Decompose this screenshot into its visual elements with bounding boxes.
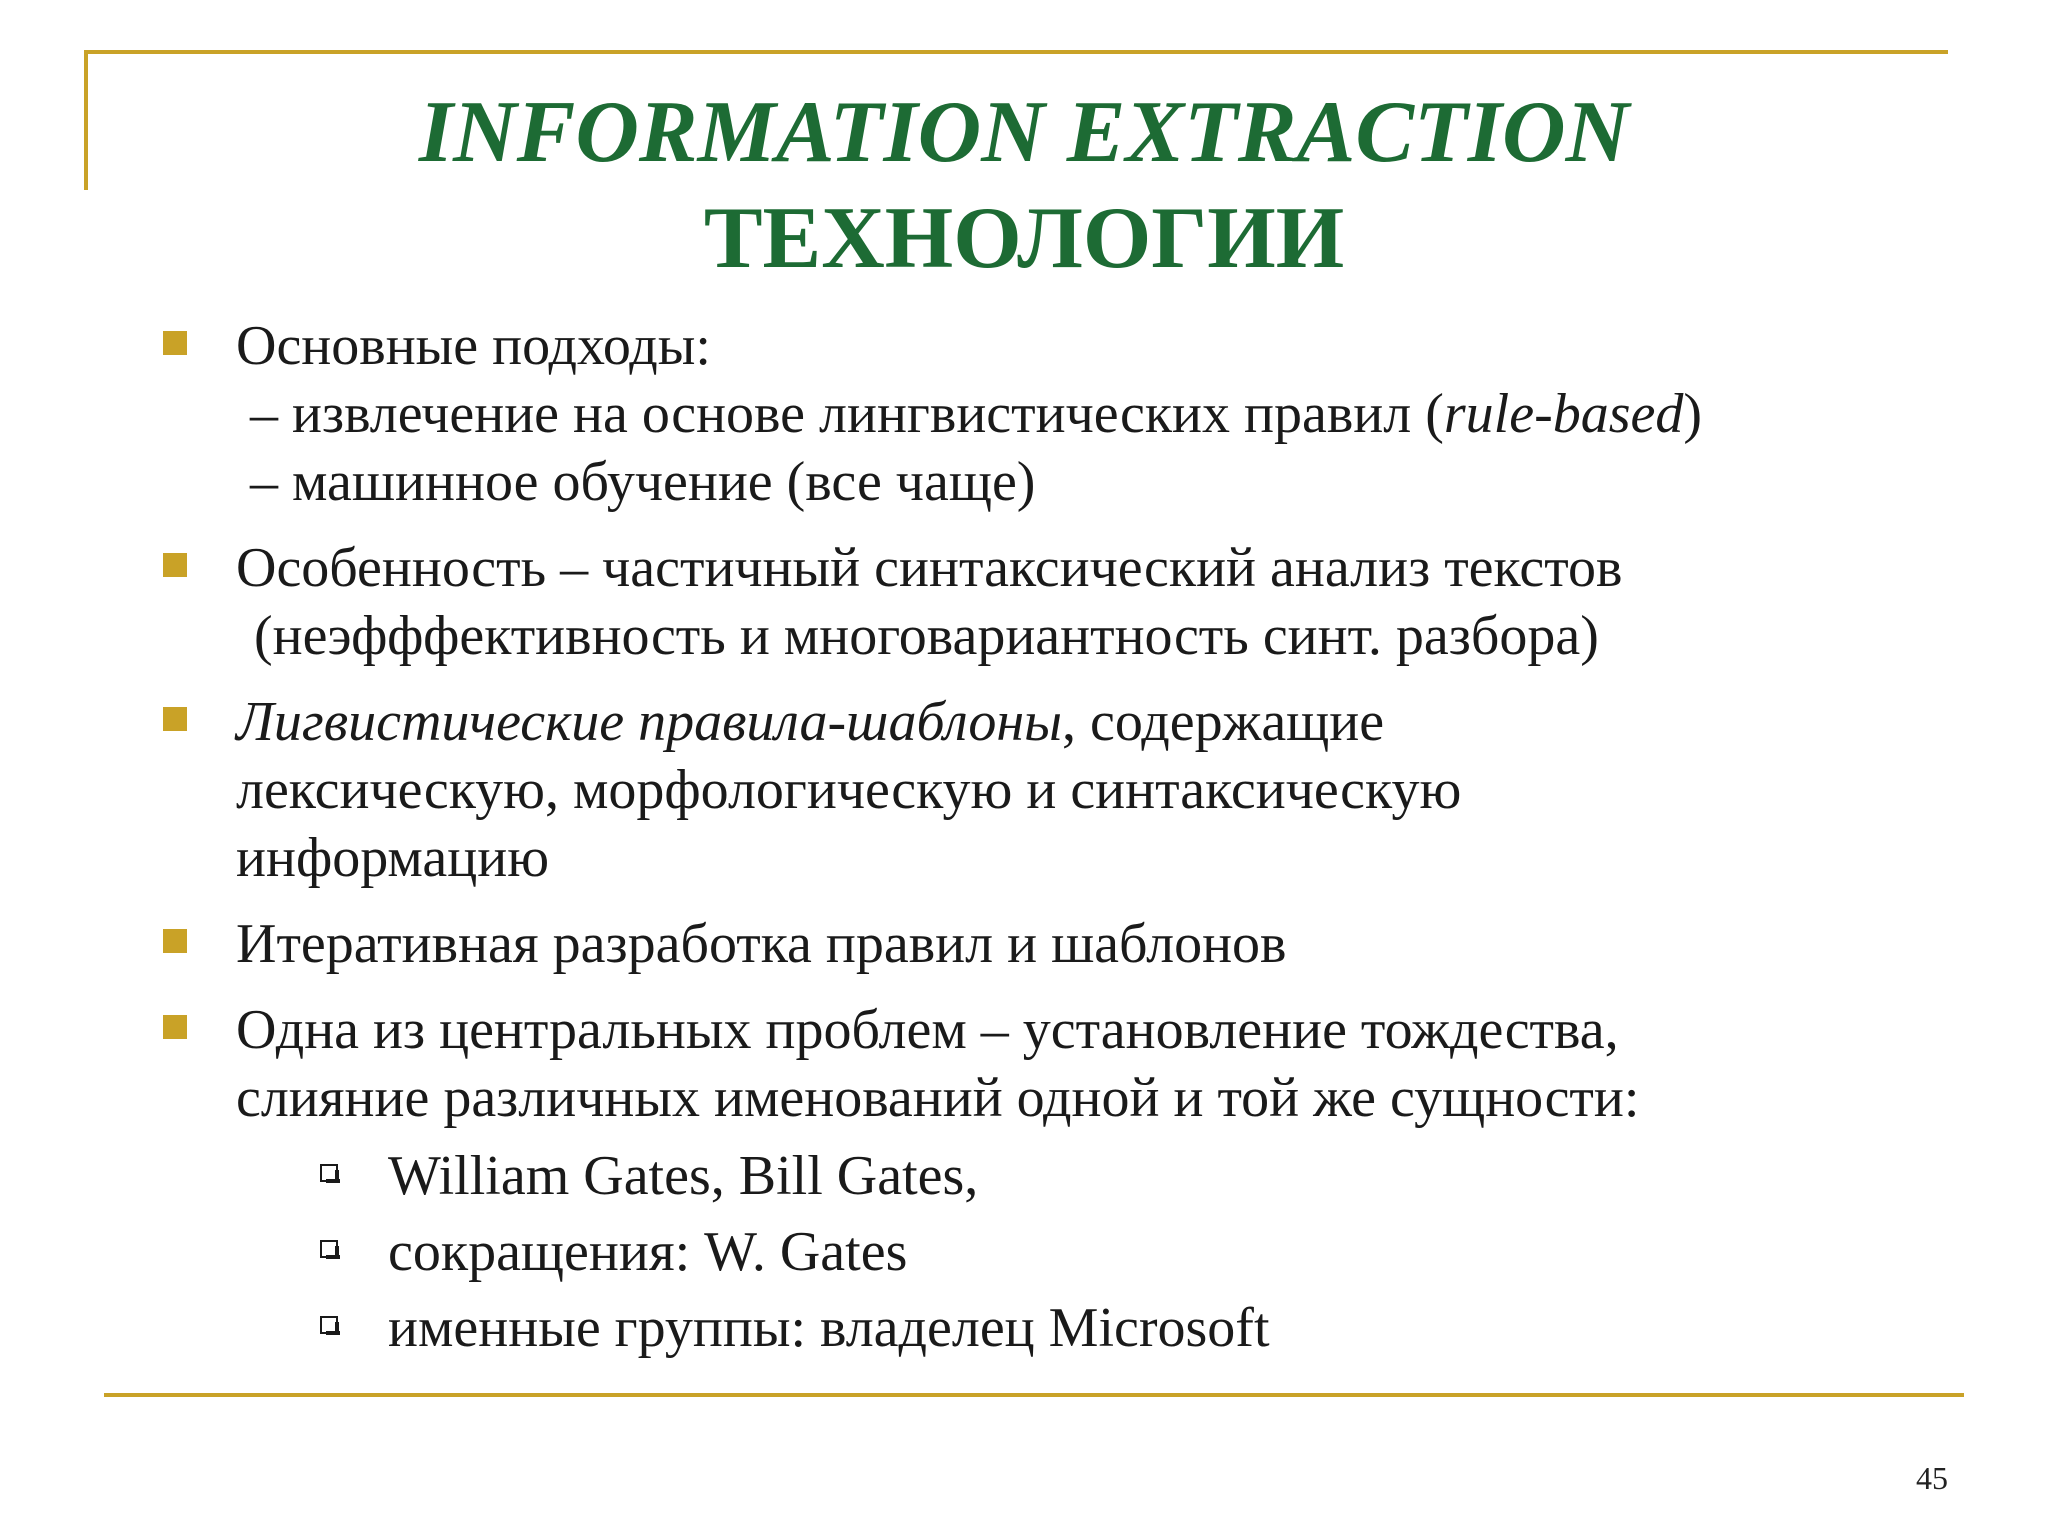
bullet-subline [236,380,1960,448]
bullet-text [236,688,1960,756]
bottom-rule [104,1393,1964,1397]
bullet-text-cont: информацию [236,827,550,889]
title-line-1: INFORMATION EXTRACTION [418,84,1630,181]
bullet-text-rest: , содержащие [1062,691,1385,753]
sub-bullet-list [236,1138,1960,1366]
top-rule [84,50,1948,54]
hollow-square-bullet-icon [320,1240,338,1258]
sub-bullet-text: именные группы: владелец Microsoft [388,1297,1270,1359]
subline-close: ) [1683,383,1703,445]
bullet-iterative [160,910,1960,978]
bullet-text: Итеративная разработка правил и шаблонов [236,913,1287,975]
square-bullet-icon [163,331,187,355]
title-line-2: ТЕХНОЛОГИИ [703,190,1345,287]
sub-bullet-item [236,1214,1960,1290]
sub-bullet-text: William Gates, Bill Gates, [388,1145,979,1207]
bullet-text: Одна из центральных проблем – установление тождества, [236,999,1619,1061]
bullet-list [160,312,1960,1384]
bullet-subline: – машинное обучение (все чаще) [250,451,1036,513]
sub-bullet-text: сокращения: W. Gates [388,1221,908,1283]
bullet-feature [160,534,1960,670]
page-number: 45 [1916,1460,1948,1496]
hollow-square-bullet-icon [320,1164,338,1182]
sub-bullet-item [236,1290,1960,1366]
sub-bullet-item [236,1138,1960,1214]
bullet-text-cont: слияние различных именований одной и той же сущности: [236,1067,1640,1129]
bullet-approaches [160,312,1960,516]
bullet-identity [160,996,1960,1366]
square-bullet-icon [163,929,187,953]
hollow-square-bullet-icon [320,1316,338,1334]
bullet-text: Особенность – частичный синтаксический анализ текстов [236,537,1623,599]
square-bullet-icon [163,553,187,577]
square-bullet-icon [163,707,187,731]
bullet-text: Основные подходы: [236,315,711,377]
bullet-patterns [160,688,1960,892]
subline-emphasis: rule-based [1443,383,1684,445]
bullet-text-cont: лексическую, морфологическую и синтаксическую [236,759,1462,821]
square-bullet-icon [163,1015,187,1039]
bullet-emphasis: Лигвистические правила-шаблоны [236,691,1063,753]
bullet-text-cont: (неэфффективность и многовариантность синт. разбора) [254,605,1599,667]
slide-title [0,80,2048,292]
subline-text: – извлечение на основе лингвистических правил ( [250,383,1444,445]
